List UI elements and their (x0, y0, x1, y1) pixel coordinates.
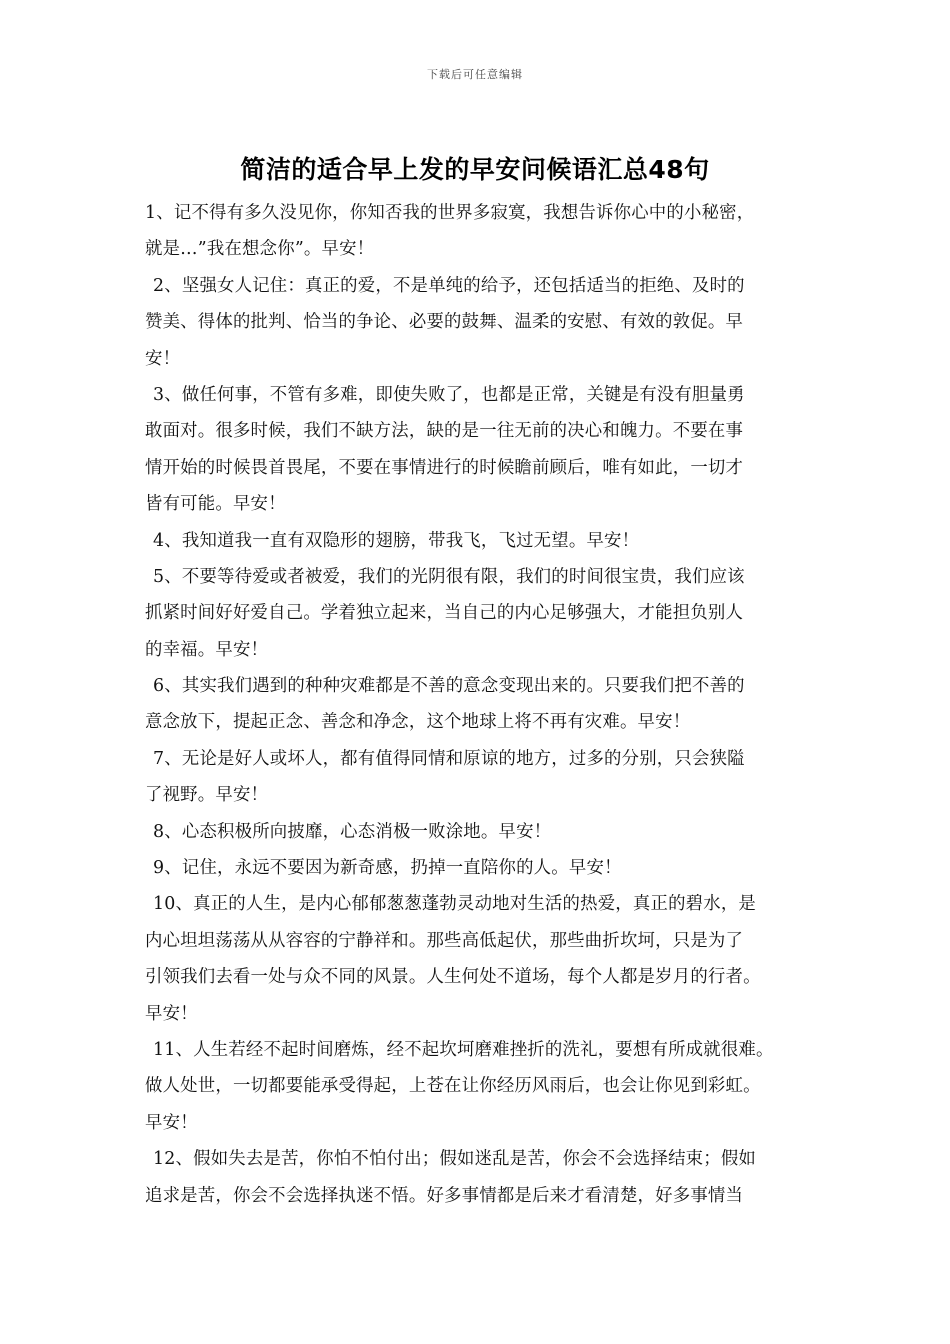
text-line: 6、其实我们遇到的种种灾难都是不善的意念变现出来的。只要我们把不善的 (153, 676, 745, 697)
text-line: 3、做任何事，不管有多难，即使失败了，也都是正常，关键是有没有胆量勇 (153, 384, 745, 405)
text-line: 赞美、得体的批判、恰当的争论、必要的鼓舞、温柔的安慰、有效的敦促。早 (145, 312, 744, 333)
text-line: 7、无论是好人或坏人，都有值得同情和原谅的地方，过多的分别，只会狭隘 (153, 748, 745, 769)
text-line: 情开始的时候畏首畏尾，不要在事情进行的时候瞻前顾后，唯有如此，一切才 (145, 457, 744, 478)
text-line: 皆有可能。早安！ (145, 494, 286, 515)
text-line: 引领我们去看一处与众不同的风景。人生何处不道场，每个人都是岁月的行者。 (145, 967, 761, 988)
text-line: 5、不要等待爱或者被爱，我们的光阴很有限，我们的时间很宝贵，我们应该 (153, 566, 745, 587)
text-line: 2、坚强女人记住：真正的爱，不是单纯的给予，还包括适当的拒绝、及时的 (153, 275, 745, 296)
text-line: 8、心态积极所向披靡，心态消极一败涂地。早安！ (153, 821, 552, 842)
text-line: 早安！ (145, 1003, 198, 1024)
document-title: 简洁的适合早上发的早安问候语汇总48句 (240, 155, 710, 184)
document-body (145, 195, 815, 1214)
text-line: 早安！ (145, 1112, 198, 1133)
text-line: 抓紧时间好好爱自己。学着独立起来，当自己的内心足够强大，才能担负别人 (145, 603, 744, 624)
text-line: 的幸福。早安！ (145, 639, 269, 660)
text-line: 4、我知道我一直有双隐形的翅膀，带我飞，飞过无望。早安！ (153, 530, 640, 551)
text-line: 了视野。早安！ (145, 785, 269, 806)
text-line: 1、记不得有多久没见你，你知否我的世界多寂寞，我想告诉你心中的小秘密， (145, 203, 755, 223)
text-line: 9、记住，永远不要因为新奇感，扔掉一直陪你的人。早安！ (153, 858, 622, 879)
text-line: 意念放下，提起正念、善念和净念，这个地球上将不再有灾难。早安！ (145, 712, 691, 733)
text-line: 内心坦坦荡荡从从容容的宁静祥和。那些高低起伏，那些曲折坎坷，只是为了 (145, 930, 744, 951)
text-line: 安！ (145, 348, 181, 369)
text-line: 做人处世，一切都要能承受得起，上苍在让你经历风雨后，也会让你见到彩虹。 (145, 1076, 761, 1097)
text-line: 12、假如失去是苦，你怕不怕付出；假如迷乱是苦，你会不会选择结束；假如 (153, 1149, 757, 1170)
text-line: 11、人生若经不起时间磨炼，经不起坎坷磨难挫折的洗礼，要想有所成就很难。 (153, 1039, 774, 1060)
text-line: 就是…”我在想念你”。早安！ (145, 239, 375, 260)
text-line: 10、真正的人生，是内心郁郁葱葱蓬勃灵动地对生活的热爱，真正的碧水，是 (153, 894, 757, 915)
text-line: 敢面对。很多时候，我们不缺方法，缺的是一往无前的决心和魄力。不要在事 (145, 421, 744, 442)
text-line: 追求是苦，你会不会选择执迷不悟。好多事情都是后来才看清楚，好多事情当 (145, 1185, 744, 1206)
header-note: 下载后可任意编辑 (427, 68, 523, 81)
